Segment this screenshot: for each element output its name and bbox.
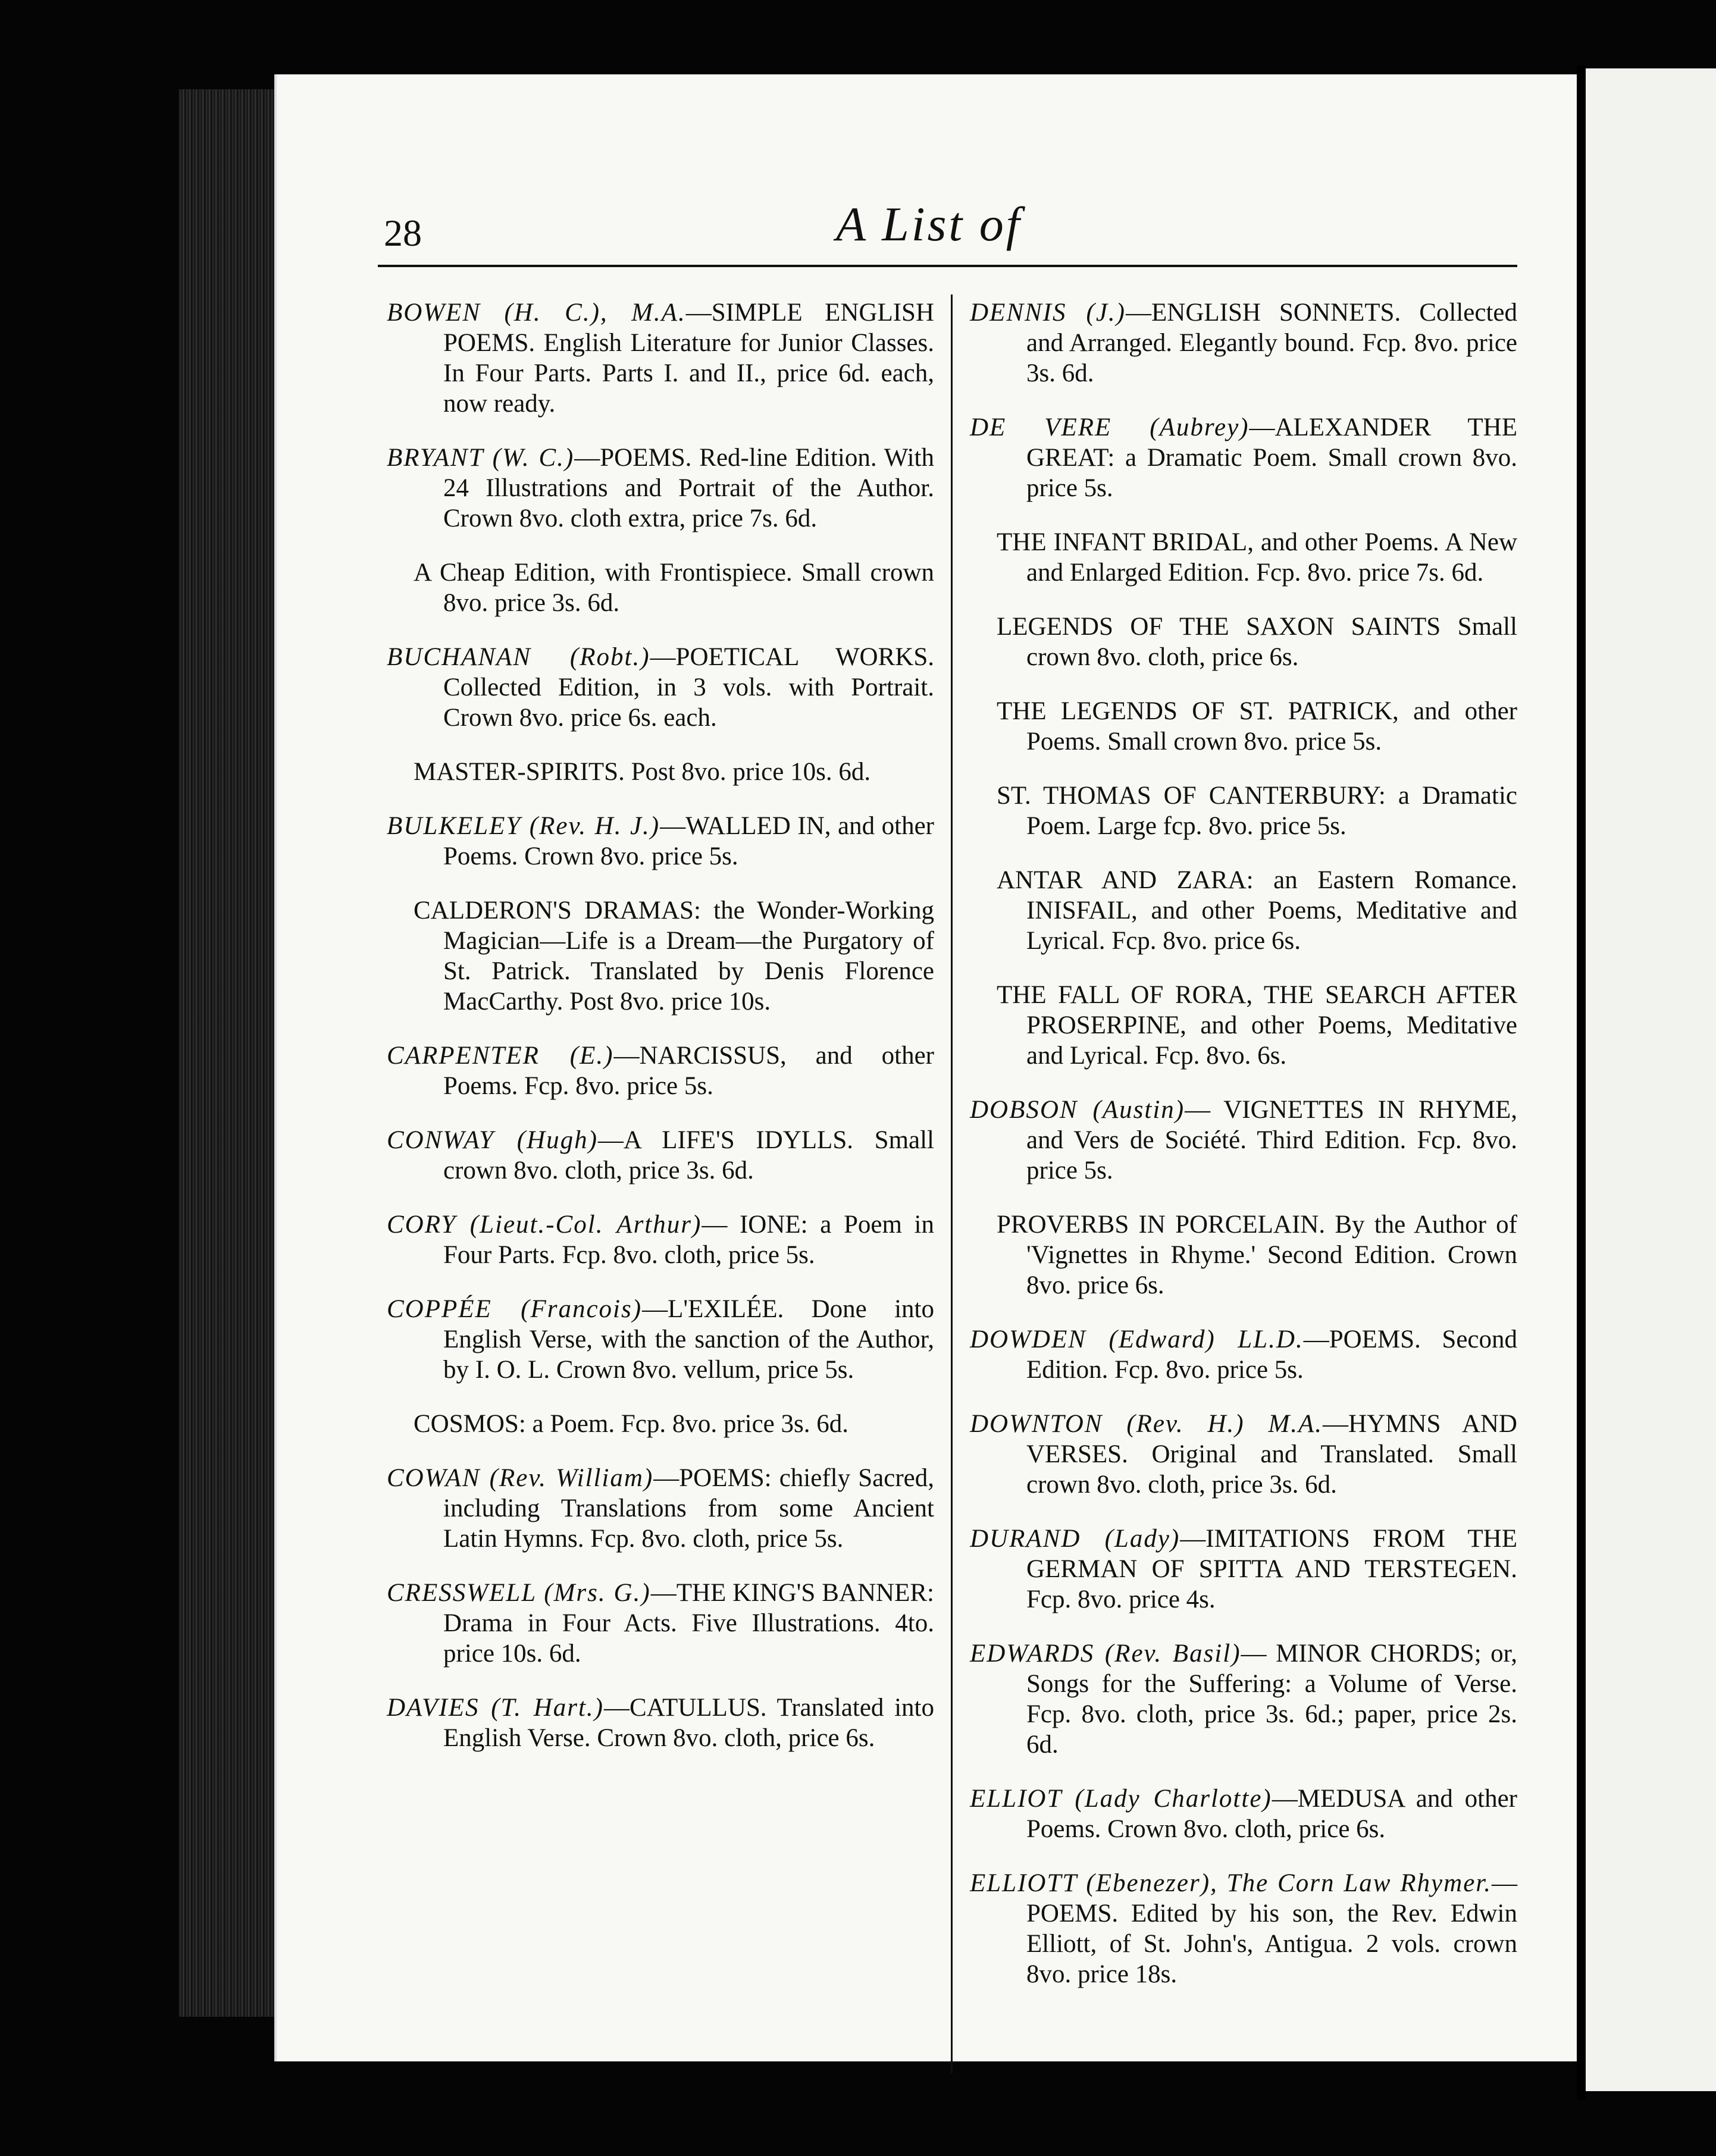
entry-text: —POEMS. Second Edition. Fcp. 8vo. price 5s. — [1026, 1325, 1517, 1384]
catalogue-entry — [387, 1294, 934, 1385]
entry-author: CRESSWELL (Mrs. G.) — [387, 1579, 651, 1607]
catalogue-entry — [970, 412, 1517, 503]
entry-text: —L'EXILÉE. Done into English Verse, with the sanction of the Author, by I. O. L. Crown 8vo. vellum, price 5s. — [443, 1295, 935, 1384]
entry-text: —WALLED IN, and other Poems. Crown 8vo. price 5s. — [443, 812, 934, 870]
entry-text: THE FALL OF RORA, THE SEARCH AFTER PROSERPINE, and other Poems, Meditative and Lyrical. Fcp. 8vo. 6s. — [997, 981, 1517, 1070]
catalogue-entry — [970, 297, 1517, 388]
catalogue-entry — [970, 1638, 1517, 1760]
entry-text: A Cheap Edition, with Frontispiece. Small crown 8vo. price 3s. 6d. — [414, 559, 934, 617]
entry-author: DURAND (Lady) — [970, 1525, 1180, 1553]
catalogue-entry — [387, 1125, 934, 1186]
catalogue-entry — [970, 781, 1517, 841]
book-page-edges — [179, 89, 280, 2017]
entry-author: ELLIOTT (Ebenezer), The Corn Law Rhymer. — [970, 1869, 1492, 1897]
entry-text: THE LEGENDS OF ST. PATRICK, and other Poems. Small crown 8vo. price 5s. — [997, 697, 1517, 756]
entry-text: THE INFANT BRIDAL, and other Poems. A New and Enlarged Edition. Fcp. 8vo. price 7s. 6d. — [997, 528, 1517, 587]
catalogue-entry — [387, 297, 934, 419]
running-title: A List of — [836, 197, 1022, 251]
entry-text: — IONE: a Poem in Four Parts. Fcp. 8vo. cloth, price 5s. — [443, 1211, 934, 1269]
entry-author: CONWAY (Hugh) — [387, 1126, 598, 1154]
entry-text: PROVERBS IN PORCELAIN. By the Author of 'Vignettes in Rhyme.' Second Edition. Crown 8vo. price 6s. — [997, 1211, 1517, 1299]
entry-text: COSMOS: a Poem. Fcp. 8vo. price 3s. 6d. — [414, 1410, 848, 1438]
entry-author: BULKELEY (Rev. H. J.) — [387, 812, 660, 840]
entry-author: BOWEN (H. C.), M.A. — [387, 299, 686, 327]
book-page — [277, 74, 1577, 2061]
entry-text: ANTAR AND ZARA: an Eastern Romance. INISFAIL, and other Poems, Meditative and Lyrical. Fcp. 8vo. price 6s. — [997, 866, 1517, 955]
facing-page-sliver — [1586, 68, 1716, 2091]
right-column — [970, 297, 1517, 2013]
catalogue-entry — [970, 1209, 1517, 1301]
catalogue-entry — [387, 895, 934, 1017]
page-gutter — [1577, 65, 1586, 2100]
catalogue-entry — [970, 980, 1517, 1071]
catalogue-entry — [970, 865, 1517, 956]
entry-text: — MINOR CHORDS; or, Songs for the Suffering: a Volume of Verse. Fcp. 8vo. cloth, price 3s. 6d.; paper, price 2s. 6d. — [1026, 1640, 1518, 1759]
entry-text: —POEMS. Red-line Edition. With 24 Illustrations and Portrait of the Author. Crown 8vo. cloth extra, price 7s. 6d. — [443, 444, 934, 532]
catalogue-entry — [970, 696, 1517, 757]
entry-author: CORY (Lieut.-Col. Arthur) — [387, 1211, 702, 1239]
entry-author: DAVIES (T. Hart.) — [387, 1694, 604, 1722]
entry-author: BRYANT (W. C.) — [387, 444, 575, 472]
entry-author: DOBSON (Austin) — [970, 1096, 1185, 1124]
entry-author: BUCHANAN (Robt.) — [387, 643, 650, 671]
entry-author: COPPÉE (Francois) — [387, 1295, 643, 1323]
catalogue-entry — [970, 1324, 1517, 1385]
entry-author: CARPENTER (E.) — [387, 1042, 614, 1070]
entry-text: —ALEXANDER THE GREAT: a Dramatic Poem. Small crown 8vo. price 5s. — [1026, 413, 1517, 502]
catalogue-entry — [970, 1784, 1517, 1844]
entry-author: DENNIS (J.) — [970, 299, 1126, 327]
entry-text: — VIGNETTES IN RHYME, and Vers de Société. Third Edition. Fcp. 8vo. price 5s. — [1026, 1096, 1518, 1184]
catalogue-entry — [970, 612, 1517, 672]
catalogue-entry — [970, 1095, 1517, 1186]
catalogue-entry — [387, 1409, 934, 1439]
entry-text: —POETICAL WORKS. Collected Edition, in 3 vols. with Portrait. Crown 8vo. price 6s. each. — [443, 643, 934, 732]
entry-author: ELLIOT (Lady Charlotte) — [970, 1785, 1272, 1813]
entry-text: ST. THOMAS OF CANTERBURY: a Dramatic Poem. Large fcp. 8vo. price 5s. — [997, 782, 1517, 840]
entry-text: —HYMNS AND VERSES. Original and Translated. Small crown 8vo. cloth, price 3s. 6d. — [1026, 1410, 1517, 1499]
entry-text: —THE KING'S BANNER: Drama in Four Acts. Five Illustrations. 4to. price 10s. 6d. — [443, 1579, 934, 1668]
entry-text: —NARCISSUS, and other Poems. Fcp. 8vo. price 5s. — [443, 1042, 935, 1100]
header-rule — [378, 265, 1517, 267]
entry-text: LEGENDS OF THE SAXON SAINTS Small crown 8vo. cloth, price 6s. — [997, 613, 1517, 671]
entry-text: MASTER-SPIRITS. Post 8vo. price 10s. 6d. — [414, 758, 871, 786]
entry-text: —IMITATIONS FROM THE GERMAN OF SPITTA AND TERSTEGEN. Fcp. 8vo. price 4s. — [1026, 1525, 1517, 1613]
page-number: 28 — [384, 212, 422, 254]
entry-text: CALDERON'S DRAMAS: the Wonder-Working Magician—Life is a Dream—the Purgatory of St. Patrick. Translated by Denis Florence MacCarthy. Post 8vo. price 10s. — [414, 897, 934, 1016]
left-column — [387, 297, 934, 1777]
column-divider — [951, 294, 953, 2073]
catalogue-entry — [387, 1463, 934, 1554]
catalogue-entry — [387, 557, 934, 618]
entry-text: —POEMS: chiefly Sacred, including Translations from some Ancient Latin Hymns. Fcp. 8vo. cloth, price 5s. — [443, 1464, 934, 1553]
catalogue-entry — [970, 1868, 1517, 1989]
catalogue-entry — [387, 811, 934, 872]
catalogue-entry — [970, 527, 1517, 588]
entry-text: —CATULLUS. Translated into English Verse. Crown 8vo. cloth, price 6s. — [443, 1694, 934, 1752]
entry-text: —ENGLISH SONNETS. Collected and Arranged. Elegantly bound. Fcp. 8vo. price 3s. 6d. — [1026, 299, 1517, 387]
catalogue-entry — [387, 1041, 934, 1101]
catalogue-entry — [970, 1524, 1517, 1615]
entry-text: —SIMPLE ENGLISH POEMS. English Literature for Junior Classes. In Four Parts. Parts I. and II., price 6d. each, now ready. — [443, 299, 935, 418]
entry-author: EDWARDS (Rev. Basil) — [970, 1640, 1241, 1668]
entry-text: —A LIFE'S IDYLLS. Small crown 8vo. cloth, price 3s. 6d. — [443, 1126, 934, 1184]
catalogue-entry — [387, 757, 934, 787]
entry-text: —POEMS. Edited by his son, the Rev. Edwin Elliott, of St. John's, Antigua. 2 vols. crown 8vo. price 18s. — [1026, 1869, 1517, 1988]
catalogue-entry — [387, 1209, 934, 1270]
entry-author: DE VERE (Aubrey) — [970, 413, 1250, 441]
catalogue-entry — [387, 1578, 934, 1669]
entry-text: —MEDUSA and other Poems. Crown 8vo. cloth, price 6s. — [1026, 1785, 1517, 1843]
catalogue-entry — [387, 443, 934, 534]
catalogue-entry — [387, 1693, 934, 1753]
entry-author: DOWDEN (Edward) LL.D. — [970, 1325, 1304, 1353]
catalogue-entry — [970, 1409, 1517, 1500]
catalogue-entry — [387, 642, 934, 733]
entry-author: DOWNTON (Rev. H.) M.A. — [970, 1410, 1323, 1438]
entry-author: COWAN (Rev. William) — [387, 1464, 654, 1492]
